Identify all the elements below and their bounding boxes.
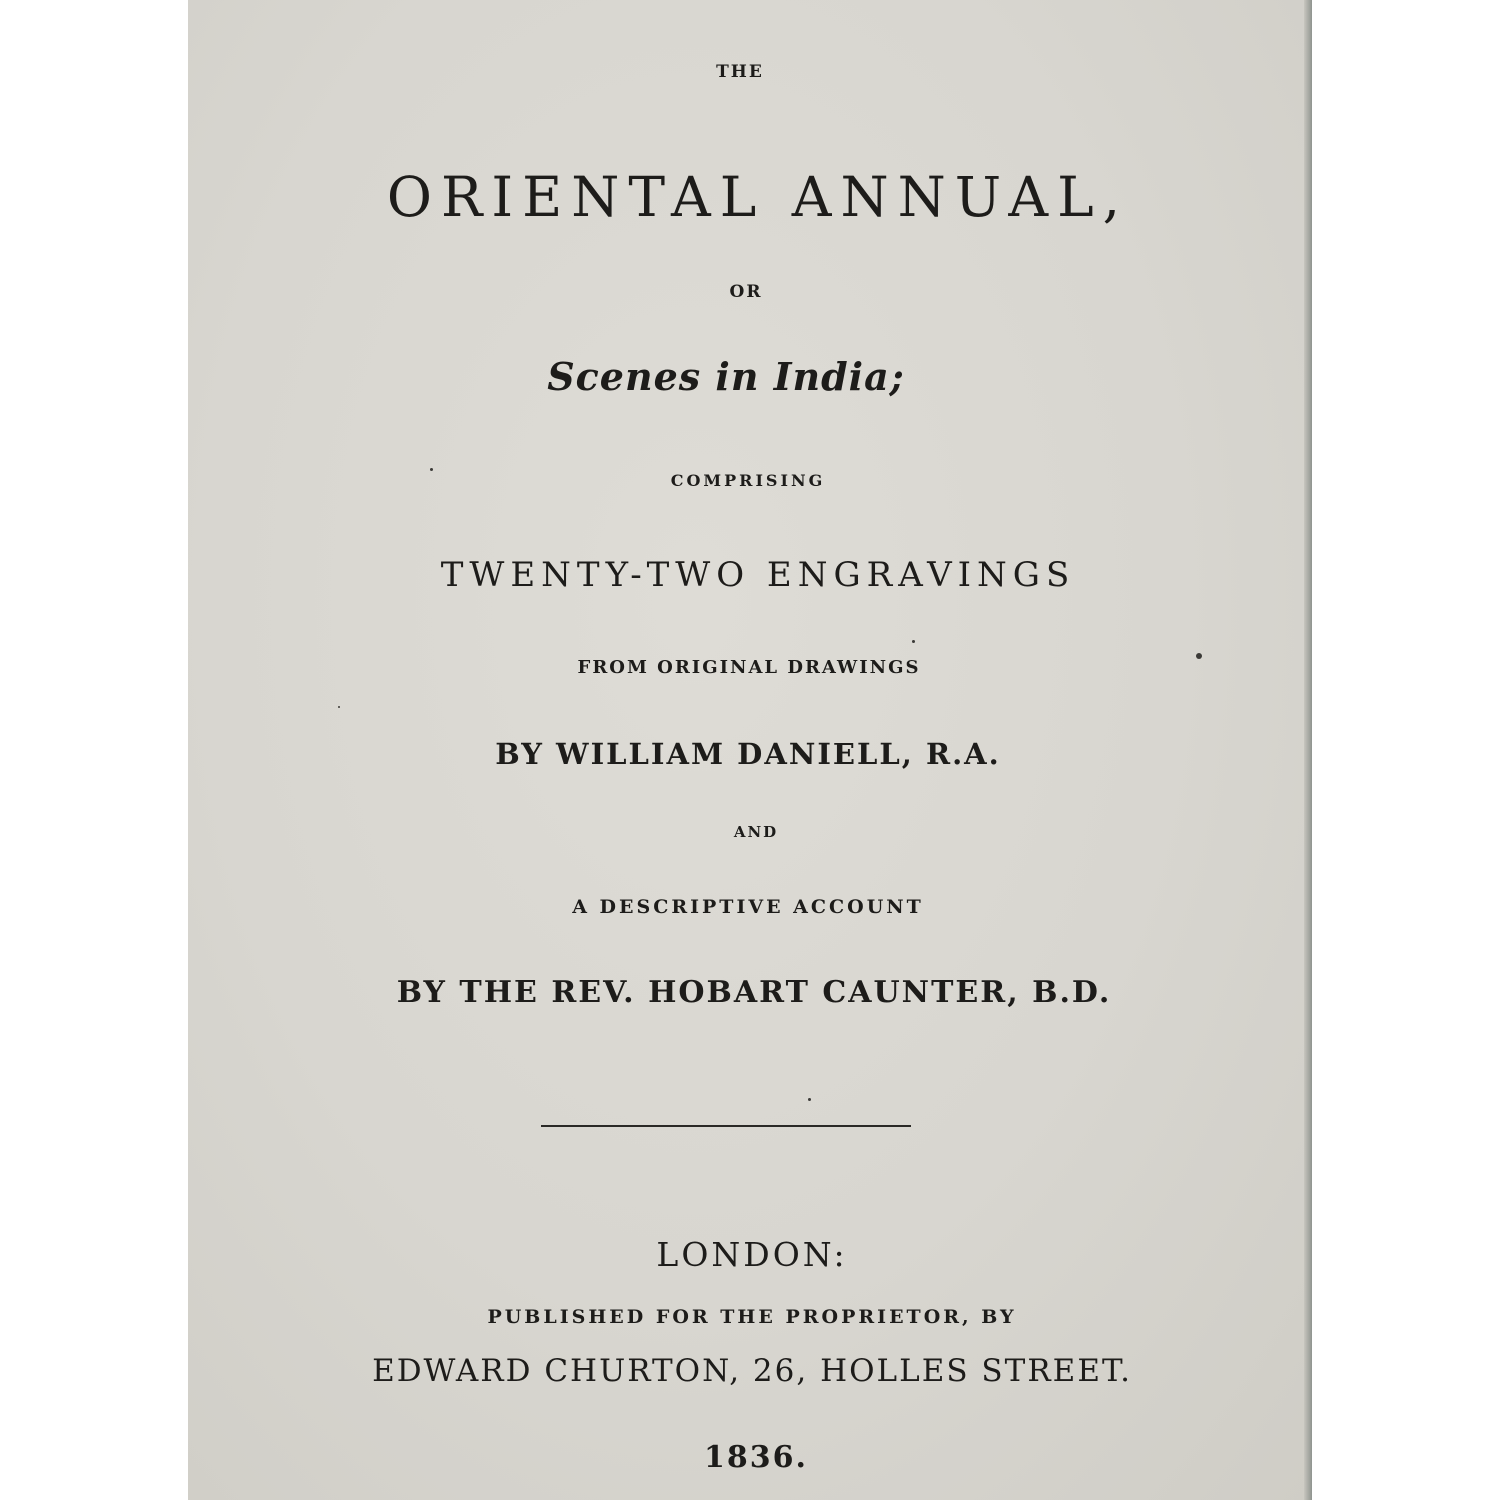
- paper-speck: [808, 1098, 811, 1101]
- account-line: A DESCRIPTIVE ACCOUNT: [572, 896, 924, 918]
- paper-speck: [1196, 653, 1202, 659]
- paper-speck: [912, 640, 915, 643]
- page-edge: [1304, 0, 1312, 1500]
- title-page: [188, 0, 1312, 1500]
- author-line: BY THE REV. HOBART CAUNTER, B.D.: [396, 975, 1112, 1010]
- book-title: ORIENTAL ANNUAL,: [386, 165, 1130, 229]
- drawings-line: FROM ORIGINAL DRAWINGS: [577, 657, 921, 678]
- article-the: THE: [716, 62, 764, 82]
- paper-speck: [338, 706, 340, 708]
- comprising-label: COMPRISING: [670, 471, 826, 490]
- illustrator-line: BY WILLIAM DANIELL, R.A.: [495, 737, 1001, 771]
- imprint-publisher: EDWARD CHURTON, 26, HOLLES STREET.: [372, 1353, 1132, 1389]
- imprint-year: 1836.: [704, 1440, 808, 1475]
- engravings-line: TWENTY-TWO ENGRAVINGS: [440, 555, 1076, 595]
- book-subtitle: Scenes in India;: [547, 354, 905, 399]
- conjunction-or: OR: [729, 282, 763, 302]
- conjunction-and: AND: [733, 823, 779, 841]
- imprint-place: LONDON:: [656, 1235, 848, 1274]
- imprint-published-for: PUBLISHED FOR THE PROPRIETOR, BY: [487, 1306, 1017, 1328]
- paper-speck: [430, 468, 433, 471]
- divider-rule: [541, 1125, 911, 1127]
